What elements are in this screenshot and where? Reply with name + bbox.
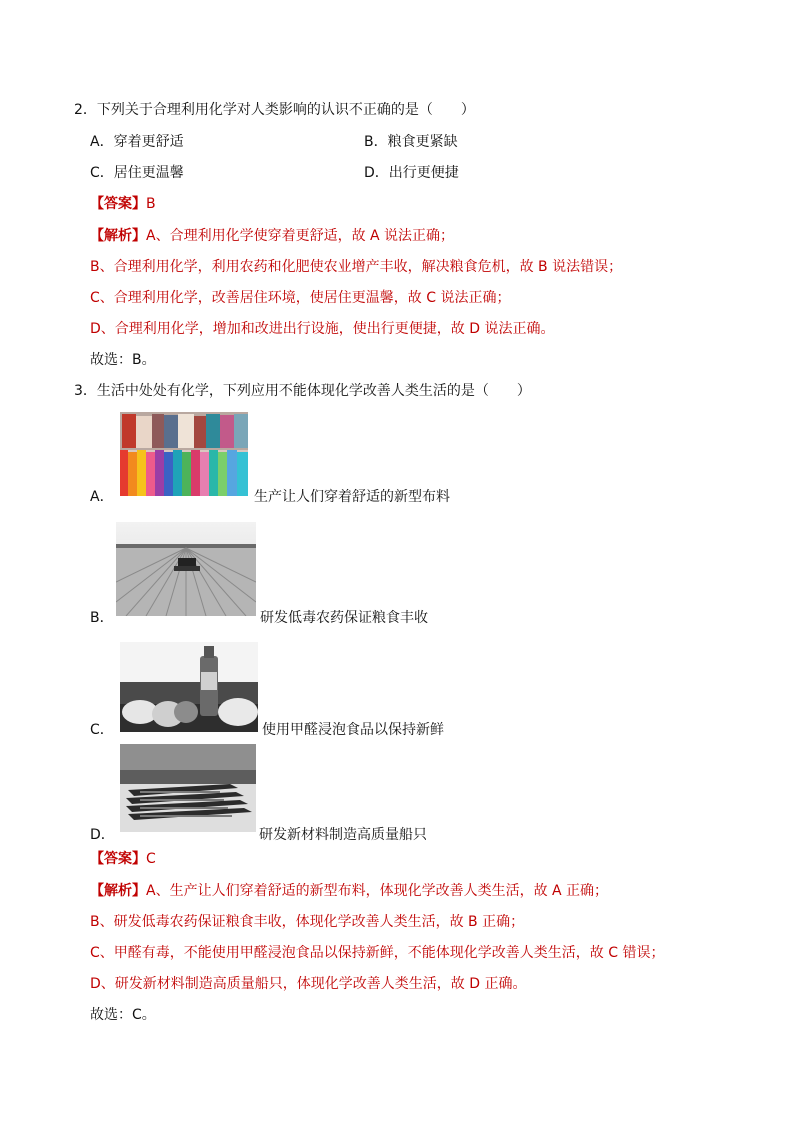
q2-answer-tag: 【答案】 <box>90 196 146 212</box>
q2-option-a: A．穿着更舒适 <box>90 134 184 150</box>
q2-analysis-line-2: B、合理利用化学，利用农药和化肥使农业增产丰收，解决粮食危机，故 B 说法错误； <box>90 259 623 275</box>
farm-field-photo <box>116 522 256 616</box>
q3-option-c-text: 使用甲醛浸泡食品以保持新鲜 <box>262 722 444 738</box>
q3-answer <box>90 849 156 869</box>
q3-conclusion: 故选：C。 <box>90 1007 156 1023</box>
q2-answer-value: B <box>146 196 156 212</box>
q3-stem: 3．生活中处处有化学，下列应用不能体现化学改善人类生活的是（ ） <box>74 383 531 399</box>
q3-analysis-line-2: B、研发低毒农药保证粮食丰收，体现化学改善人类生活，故 B 正确； <box>90 914 525 930</box>
q3-analysis-line-3: C、甲醛有毒，不能使用甲醛浸泡食品以保持新鲜，不能体现化学改善人类生活，故 C 错误； <box>90 945 665 961</box>
q2-analysis-line-3: C、合理利用化学，改善居住环境，使居住更温馨，故 C 说法正确； <box>90 290 511 306</box>
q2-conclusion: 故选：B。 <box>90 352 156 368</box>
q2-answer <box>90 194 156 214</box>
boats-photo <box>120 744 256 832</box>
q2-option-d: D．出行更便捷 <box>364 165 459 181</box>
q2-option-b: B．粮食更紧缺 <box>364 134 458 150</box>
q3-answer-value: C <box>146 851 156 867</box>
q2-stem: 2．下列关于合理利用化学对人类影响的认识不正确的是（ ） <box>74 102 475 118</box>
q3-option-a-letter: A． <box>90 489 114 505</box>
q3-option-b-text: 研发低毒农药保证粮食丰收 <box>260 610 428 626</box>
q3-analysis-line-1 <box>90 881 608 901</box>
bottle-food-photo <box>120 642 258 732</box>
q2-option-c: C．居住更温馨 <box>90 165 184 181</box>
q3-analysis-text-1: A、生产让人们穿着舒适的新型布料，体现化学改善人类生活，故 A 正确； <box>146 883 609 899</box>
q2-analysis-line-1 <box>90 226 454 246</box>
q2-analysis-line-4: D、合理利用化学，增加和改进出行设施，使出行更便捷，故 D 说法正确。 <box>90 321 555 337</box>
q3-analysis-line-4: D、研发新材料制造高质量船只，体现化学改善人类生活，故 D 正确。 <box>90 976 527 992</box>
q3-option-a-text: 生产让人们穿着舒适的新型布料 <box>254 489 450 505</box>
q3-option-d-text: 研发新材料制造高质量船只 <box>259 827 427 843</box>
q2-analysis-tag: 【解析】 <box>90 228 146 244</box>
q3-option-d-letter: D． <box>90 827 115 843</box>
q3-analysis-tag: 【解析】 <box>90 883 146 899</box>
fabric-photo <box>120 412 248 496</box>
q3-option-b-letter: B． <box>90 610 114 626</box>
q2-analysis-text-1: A、合理利用化学使穿着更舒适，故 A 说法正确； <box>146 228 455 244</box>
q3-option-c-letter: C． <box>90 722 114 738</box>
q3-answer-tag: 【答案】 <box>90 851 146 867</box>
